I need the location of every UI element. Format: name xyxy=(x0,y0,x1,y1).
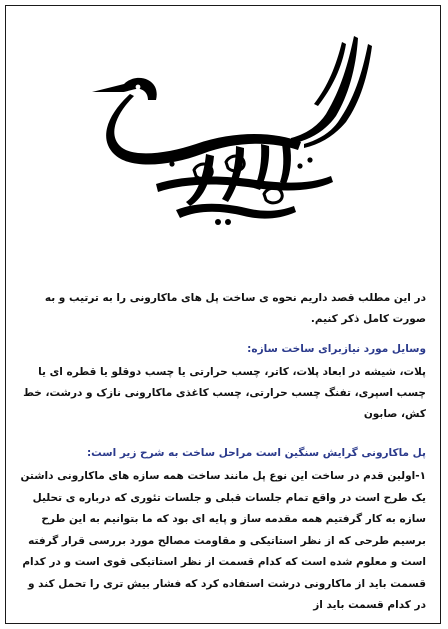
tools-heading: وسایل مورد نیازبرای ساخت سازه: xyxy=(247,343,426,355)
steps-heading: پل ماکارونی گرایش سنگین است مراحل ساخت به شرح زیر است: xyxy=(86,447,426,459)
steps-paragraph: ۱-اولین قدم در ساخت این نوع پل مانند ساخت همه سازه های ماکارونی داشتن یک طرح است در واقع تمام جلسات قبلی و جلسات تئوری که درباره ی تحلیل سازه به کار گرفتیم همه مقدمه ساز و پایه ای بود که ما بتوانیم به این طرح برسیم طرحی که از نظر استاتیکی و مقاومت مصالح مورد بررسی قرار گرفته است و معلوم شده است که کدام قسمت از نظر استاتیکی قوی است و در کدام قسمت باید از ماکارونی درشت استفاده کرد که فشار بیش تری را تحمل کند و در کدام قسمت باید از xyxy=(20,470,426,611)
article-body xyxy=(20,288,426,617)
bird-calligraphy-logo xyxy=(86,34,376,229)
tools-paragraph: پلات، شیشه در ابعاد پلات، کاتر، چسب حرارتی یا چسب دوقلو یا قطره ای یا چسب اسپری، تفنگ چسب حرارتی، چسب کاغذی ماکارونی نازک و درشت، خط کش، صابون xyxy=(23,366,426,420)
steps-section xyxy=(20,466,426,617)
intro-paragraph: در این مطلب قصد داریم نحوه ی ساخت پل های ماکارونی را به ترتیب و به صورت کامل ذکر کنیم. xyxy=(44,292,426,325)
document-page xyxy=(5,5,441,624)
